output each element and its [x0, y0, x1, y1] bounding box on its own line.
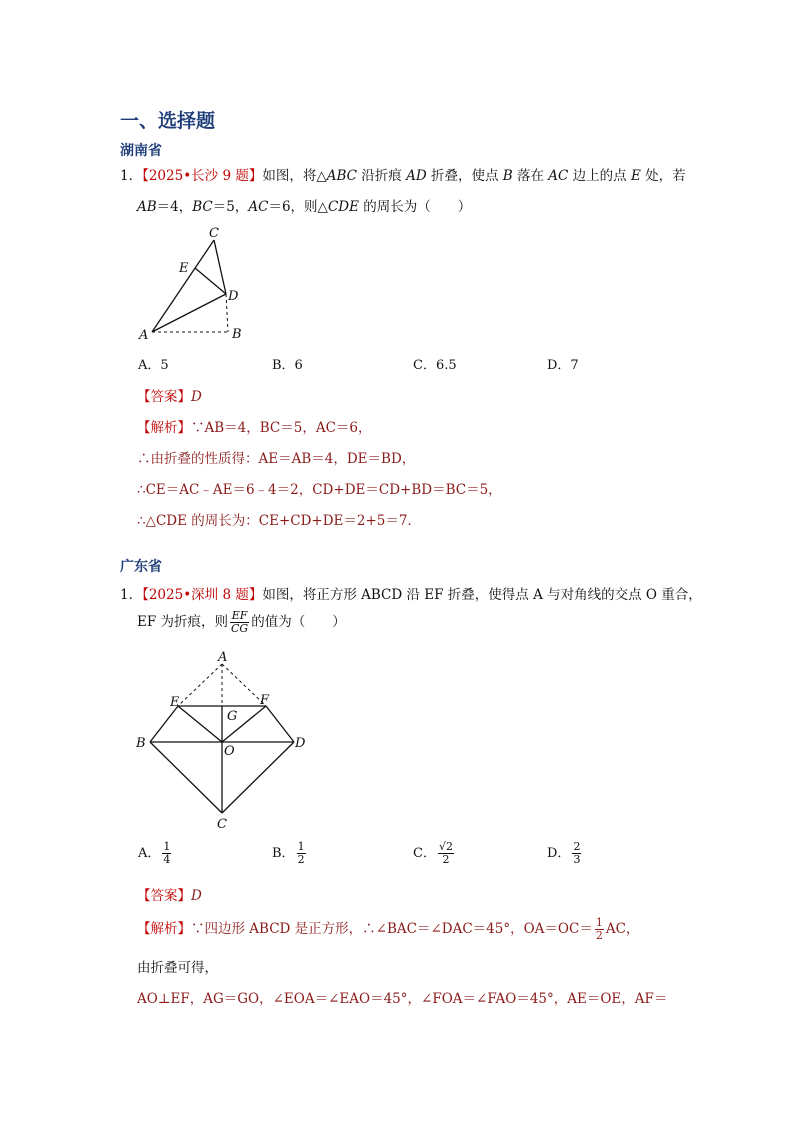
fraction-denominator: 3	[573, 853, 581, 866]
q1-text: E	[630, 168, 641, 184]
label-a: A	[139, 328, 149, 343]
q1-text: 如图，将△	[262, 168, 327, 184]
q2-option-c	[413, 841, 456, 866]
segment-bc	[150, 742, 222, 813]
q1-text: AC	[248, 199, 269, 215]
q2-option-a	[138, 841, 173, 866]
q1-option-d: D．7	[547, 358, 579, 373]
fraction-denominator: 2	[595, 929, 603, 942]
section-title: 一、选择题	[120, 110, 216, 132]
label-g: G	[227, 709, 238, 724]
q1-number: 1．	[120, 168, 143, 184]
q2-option-b	[272, 841, 308, 866]
analysis-fraction	[595, 917, 604, 942]
label-b: B	[232, 327, 242, 342]
fraction-numerator: 1	[595, 916, 603, 929]
q1-option-b: B．6	[272, 358, 303, 373]
q1-text: AD	[406, 168, 427, 184]
q2-square-figure	[130, 648, 310, 833]
answer-value: D	[191, 888, 202, 904]
q1-text: 边上的点	[568, 168, 631, 184]
q1-text: ABC	[326, 168, 357, 184]
option-letter: A．	[138, 846, 161, 861]
label-e: E	[170, 695, 180, 710]
q1-text: 的周长为（ ）	[358, 199, 472, 215]
q1-stem-line2	[137, 195, 471, 215]
q1-analysis-line2: ∴由折叠的性质得：AE＝AB＝4，DE＝BD，	[137, 451, 416, 467]
segment-fd	[266, 706, 294, 742]
q2-number: 1．	[120, 587, 143, 603]
label-d: D	[228, 289, 239, 304]
option-letter: D．	[547, 846, 571, 861]
q2-option-d	[547, 841, 583, 866]
fraction-numerator: EF	[231, 609, 248, 622]
answer-tag: 【答案】	[137, 389, 191, 405]
segment-be	[150, 706, 178, 742]
option-fraction	[162, 841, 171, 866]
q1-source-tag: 【2025•长沙 9 题】	[142, 168, 263, 184]
q2-stem-line1	[120, 583, 702, 603]
q1-text: 沿折痕	[356, 168, 407, 184]
q2-stem-line2	[137, 610, 346, 635]
label-f: F	[260, 693, 270, 708]
q1-text: AC	[548, 168, 569, 184]
analysis-text: ∵AB＝4，BC＝5，AC＝6，	[191, 420, 372, 436]
province-heading-guangdong: 广东省	[120, 559, 162, 575]
option-fraction	[572, 841, 581, 866]
label-c: C	[209, 226, 219, 241]
analysis-text: AC，	[605, 921, 640, 937]
fraction-denominator: 2	[442, 853, 450, 866]
q1-stem-line1	[120, 164, 686, 184]
label-o: O	[224, 744, 235, 759]
segment-ac	[152, 240, 214, 332]
label-d: D	[295, 736, 306, 751]
q2-text: 的值为（ ）	[251, 614, 346, 630]
q1-text: 落在	[512, 168, 549, 184]
q1-triangle-figure	[130, 222, 260, 347]
q1-text: ＝6，则△	[268, 199, 328, 215]
label-a: A	[218, 650, 228, 665]
label-b: B	[136, 736, 146, 751]
analysis-tag: 【解析】	[137, 921, 191, 937]
q1-text: AB	[137, 199, 157, 215]
fraction-numerator: 1	[297, 840, 305, 853]
fraction-denominator: 4	[163, 853, 171, 866]
q1-analysis-line3: ∴CE＝AC﹣AE＝6﹣4＝2，CD+DE＝CD+BD＝BC＝5，	[137, 482, 502, 498]
q2-text: 如图，将正方形 ABCD 沿 EF 折叠，使得点 A 与对角线的交点 O 重合，	[262, 587, 702, 603]
label-c: C	[217, 817, 227, 832]
province-heading-hunan: 湖南省	[120, 143, 162, 159]
q1-text: 折叠，使点	[426, 168, 503, 184]
q1-option-c: C．6.5	[413, 358, 457, 373]
answer-value: D	[191, 389, 202, 405]
q2-fraction	[230, 610, 249, 635]
q2-analysis-line1	[137, 917, 639, 942]
segment-ae-dashed	[178, 664, 222, 706]
q2-analysis-line3: AO⊥EF，AG＝GO，∠EOA＝∠EAO＝45°，∠FOA＝∠FAO＝45°，AE＝OE，AF＝	[137, 991, 668, 1007]
analysis-text: ∵四边形 ABCD 是正方形，∴∠BAC＝∠DAC＝45°，OA＝OC＝	[191, 921, 593, 937]
answer-tag: 【答案】	[137, 888, 191, 904]
option-letter: B．	[272, 846, 295, 861]
q1-analysis-line4: ∴△CDE 的周长为：CE+CD+DE＝2+5＝7．	[137, 513, 421, 529]
q1-text: BC	[192, 199, 213, 215]
segment-ad	[152, 294, 226, 332]
q1-text: ＝4，	[156, 199, 193, 215]
q2-text: EF 为折痕，则	[137, 614, 229, 630]
q1-text: CDE	[327, 199, 359, 215]
segment-eo	[178, 706, 222, 742]
q1-text: ＝5，	[212, 199, 249, 215]
fraction-numerator: 2	[573, 840, 581, 853]
fraction-numerator: 1	[163, 840, 171, 853]
fraction-denominator: 2	[297, 853, 305, 866]
q2-analysis-line2: 由折叠可得，	[137, 960, 218, 976]
fraction-denominator: CG	[231, 622, 249, 635]
q1-answer	[137, 385, 202, 405]
q1-option-a: A．5	[138, 358, 169, 373]
q1-text: B	[502, 168, 513, 184]
option-fraction	[297, 841, 306, 866]
q1-text: 处，若	[640, 168, 686, 184]
q1-analysis-line1	[137, 416, 372, 436]
q2-source-tag: 【2025•深圳 8 题】	[142, 587, 263, 603]
label-e: E	[179, 261, 189, 276]
q2-answer	[137, 884, 202, 904]
option-letter: C．	[413, 846, 436, 861]
analysis-tag: 【解析】	[137, 420, 191, 436]
fraction-numerator: √2	[438, 840, 453, 853]
option-fraction	[438, 841, 454, 866]
